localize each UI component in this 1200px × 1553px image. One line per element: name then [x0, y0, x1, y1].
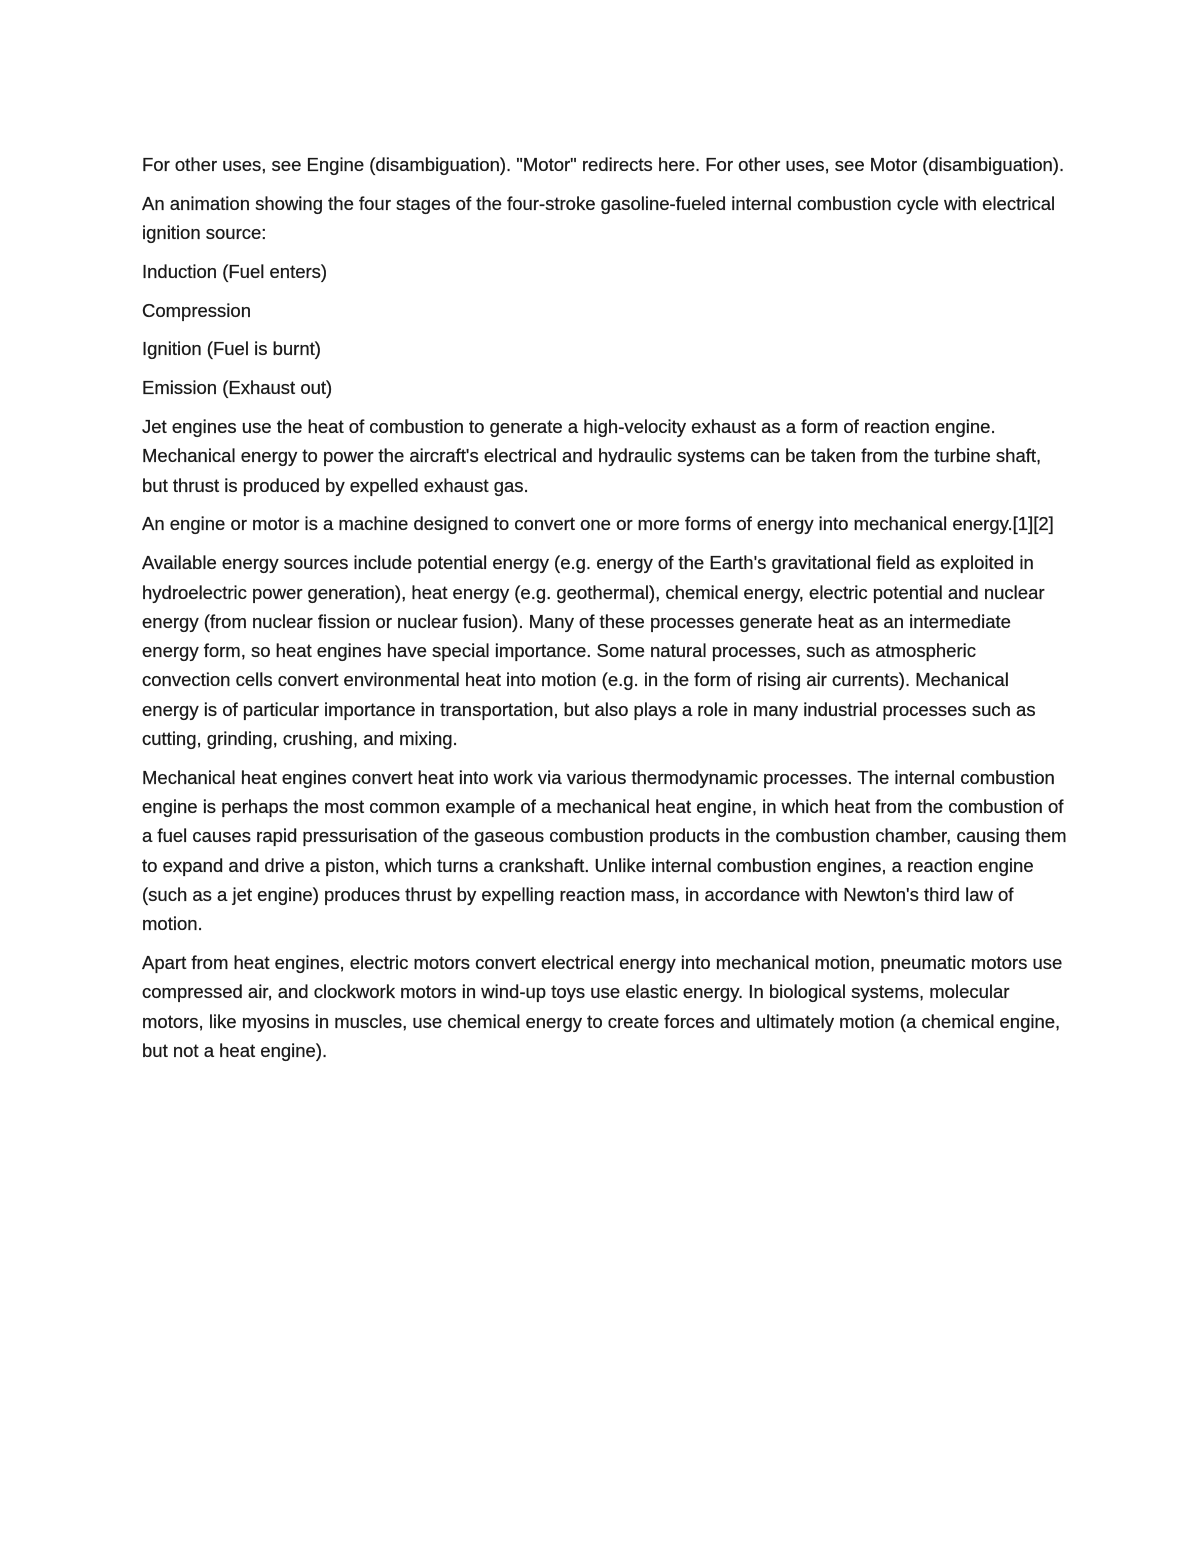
document-body [142, 150, 1067, 1075]
electric-motors-paragraph: Apart from heat engines, electric motors convert electrical energy into mechanical motion, pneumatic motors use compressed air, and clockwork motors in wind-up toys use elastic energy. In biological systems, molecular motors, like myosins in muscles, use chemical energy to create forces and ultimately motion (a chemical engine, but not a heat engine). [142, 952, 1063, 1062]
jet-engines-paragraph: Jet engines use the heat of combustion to generate a high-velocity exhaust as a form of reaction engine. Mechanical energy to power the aircraft's electrical and hydraulic systems can be taken from the turbine shaft, but thrust is produced by expelled exhaust gas. [142, 416, 1042, 496]
stage-emission: Emission (Exhaust out) [142, 377, 333, 399]
energy-sources-paragraph: Available energy sources include potential energy (e.g. energy of the Earth's gravitational field as exploited in hydroelectric power generation), heat energy (e.g. geothermal), chemical energy, electric potential and nuclear energy (from nuclear fission or nuclear fusion). Many of these processes generate heat as an intermediate energy form, so heat engines have special importance. Some natural processes, such as atmospheric convection cells convert environmental heat into motion (e.g. in the form of rising air currents). Mechanical energy is of particular importance in transportation, but also plays a role in many industrial processes such as cutting, grinding, crushing, and mixing. [142, 552, 1045, 750]
hatnote-paragraph: For other uses, see Engine (disambiguation). "Motor" redirects here. For other uses, see Motor (disambiguation). [142, 154, 1065, 175]
stage-compression: Compression [142, 299, 251, 321]
stage-induction: Induction (Fuel enters) [142, 260, 328, 282]
stage-ignition: Ignition (Fuel is burnt) [142, 338, 321, 360]
animation-caption-paragraph: An animation showing the four stages of the four-stroke gasoline-fueled internal combustion cycle with electrical ignition source: [142, 192, 1056, 244]
definition-paragraph: An engine or motor is a machine designed to convert one or more forms of energy into mechanical energy.[1][2] [142, 513, 1054, 535]
heat-engines-paragraph: Mechanical heat engines convert heat into work via various thermodynamic processes. The internal combustion engine is perhaps the most common example of a mechanical heat engine, in which heat from the combustion of a fuel causes rapid pressurisation of the gaseous combustion products in the combustion chamber, causing them to expand and drive a piston, which turns a crankshaft. Unlike internal combustion engines, a reaction engine (such as a jet engine) produces thrust by expelling reaction mass, in accordance with Newton's third law of motion. [142, 766, 1067, 935]
